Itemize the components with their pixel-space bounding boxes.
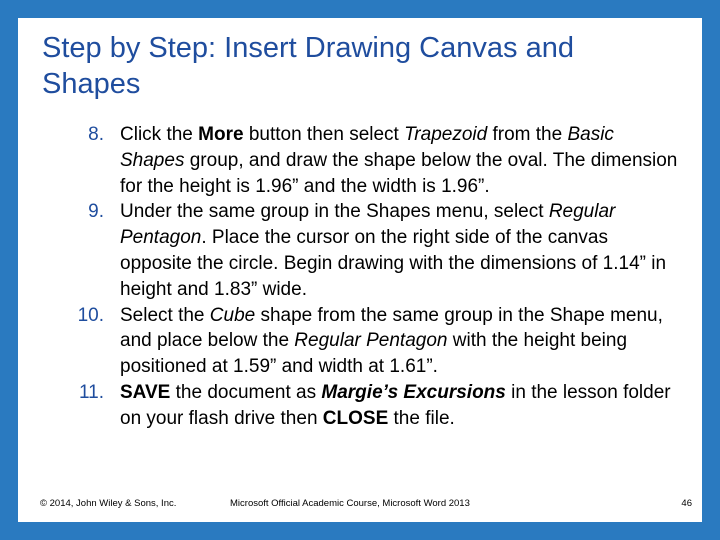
step-list	[50, 122, 690, 432]
step-text-run: Select the	[120, 304, 210, 326]
slide-title: Step by Step: Insert Drawing Canvas and Shapes	[42, 32, 574, 100]
step-text-run: with the height being positioned at 1.59” and width at 1.61”.	[120, 330, 628, 378]
footer-copyright: © 2014, John Wiley & Sons, Inc.	[40, 498, 177, 509]
step-text-run: Basic Shapes	[120, 124, 614, 171]
step-number: 11.	[78, 381, 104, 403]
step-item	[50, 303, 690, 380]
step-number: 10.	[77, 304, 104, 326]
step-text-run: Click the	[120, 124, 199, 145]
footer-course: Microsoft Official Academic Course, Microsoft Word 2013	[230, 498, 470, 509]
step-text-run: in the lesson folder on your flash drive then	[120, 381, 671, 429]
step-text-run: Regular Pentagon	[120, 201, 616, 249]
step-text-run: shape from the same group in the Shape menu, and place below the	[120, 304, 663, 352]
step-text-run: Regular Pentagon	[294, 330, 448, 352]
step-number: 8.	[88, 124, 104, 145]
step-text-run: More	[198, 124, 244, 145]
step-text	[120, 380, 678, 432]
step-number: 9.	[88, 201, 104, 223]
step-text-run: the document as	[170, 381, 322, 403]
step-text-run: Under the same group in the Shapes menu, select	[120, 201, 549, 223]
step-item	[50, 380, 690, 432]
step-text-run: . Place the cursor on the right side of the canvas opposite the circle. Begin drawing with the dimensions of 1.14” in height and 1.83” wide.	[120, 227, 667, 300]
step-text-run: CLOSE	[322, 407, 389, 429]
step-text-run: group, and draw the shape below the oval. The dimension for the height is 1.96” and the width is 1.96”.	[120, 149, 678, 197]
step-text-run: Cube	[209, 304, 256, 326]
page-number: 46	[681, 498, 692, 509]
step-text	[120, 122, 678, 199]
step-text	[120, 303, 678, 380]
step-text-run: SAVE	[120, 381, 171, 403]
slide	[18, 18, 702, 522]
step-text	[120, 199, 678, 302]
step-item	[50, 122, 690, 199]
step-text-run: the file.	[388, 407, 455, 429]
step-item	[50, 199, 690, 302]
step-text-run: from the	[487, 124, 568, 145]
step-text-run: button then select	[243, 124, 405, 145]
step-text-run: Trapezoid	[404, 124, 488, 145]
step-text-run: Margie’s Excursions	[321, 381, 506, 403]
